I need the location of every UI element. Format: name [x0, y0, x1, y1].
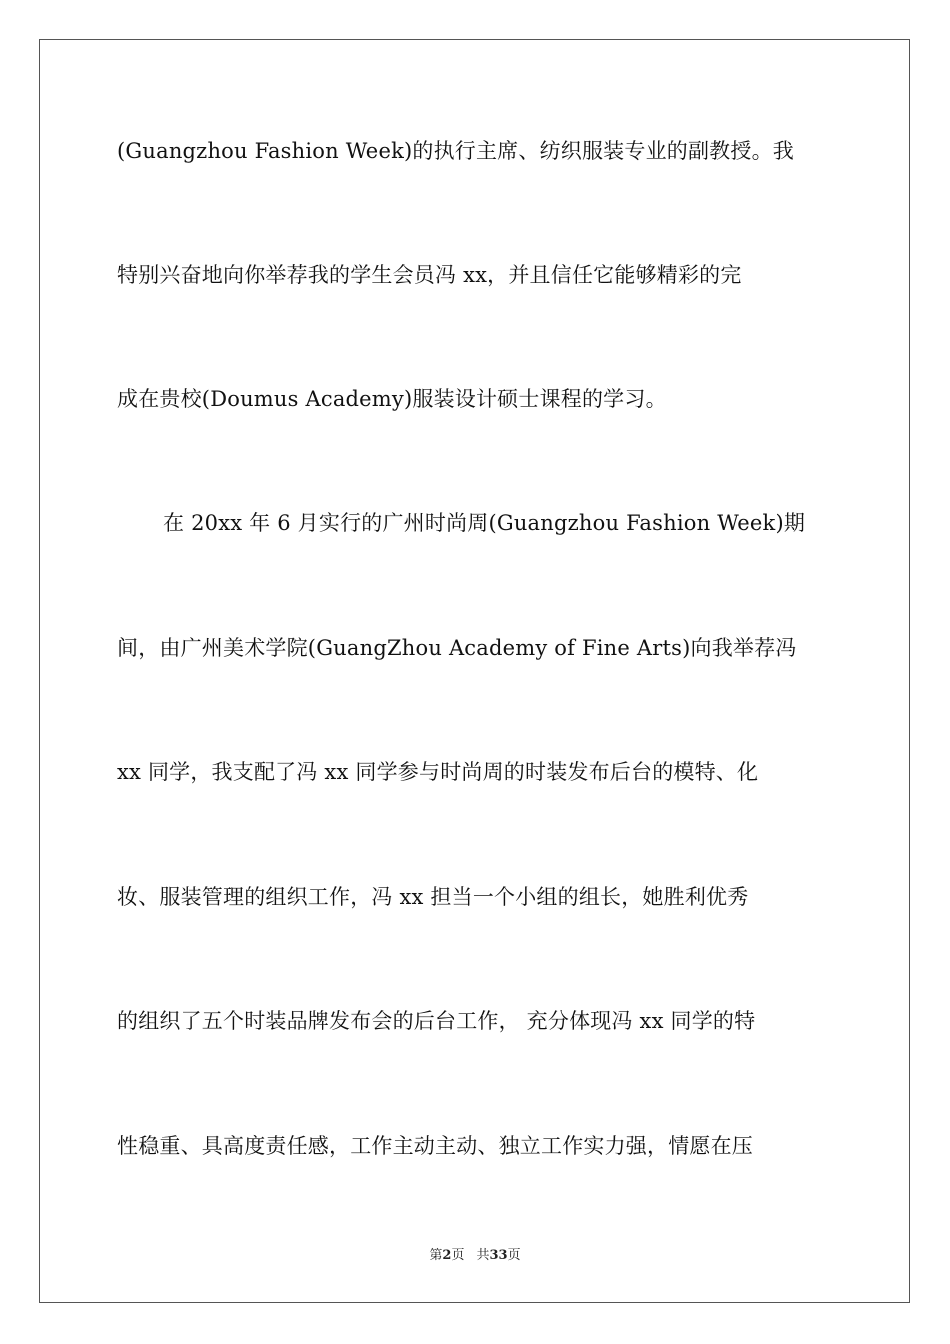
footer-total-pages: 33	[489, 1248, 508, 1263]
page-footer	[0, 1247, 950, 1265]
body-text-line-9: 性稳重、具高度责任感，工作主动主动、独立工作实力强，情愿在压	[117, 1134, 753, 1158]
footer-total-prefix: 共	[476, 1248, 490, 1263]
body-text-line-8: 的组织了五个时装品牌发布会的后台工作， 充分体现冯 xx 同学的特	[117, 1009, 756, 1033]
body-text-line-7: 妆、服装管理的组织工作，冯 xx 担当一个小组的组长，她胜利优秀	[117, 885, 749, 909]
body-text-line-4: 在 20xx 年 6 月实行的广州时尚周(Guangzhou Fashion Week)期	[163, 511, 806, 535]
body-text-line-5: 间，由广州美术学院(GuangZhou Academy of Fine Arts)向我举荐冯	[117, 636, 797, 660]
footer-total-suffix: 页	[507, 1248, 521, 1263]
footer-page-prefix: 第	[429, 1248, 443, 1263]
body-text-line-6: xx 同学，我支配了冯 xx 同学参与时尚周的时装发布后台的模特、化	[117, 760, 759, 784]
footer-page-suffix: 页	[451, 1248, 465, 1263]
body-text-line-2: 特别兴奋地向你举荐我的学生会员冯 xx，并且信任它能够精彩的完	[117, 263, 742, 287]
footer-page-number: 2	[442, 1248, 452, 1263]
page-border	[39, 39, 910, 1303]
body-text-line-1: (Guangzhou Fashion Week)的执行主席、纺织服装专业的副教授。我	[117, 139, 794, 163]
body-text-line-3: 成在贵校(Doumus Academy)服装设计硕士课程的学习。	[117, 387, 667, 411]
